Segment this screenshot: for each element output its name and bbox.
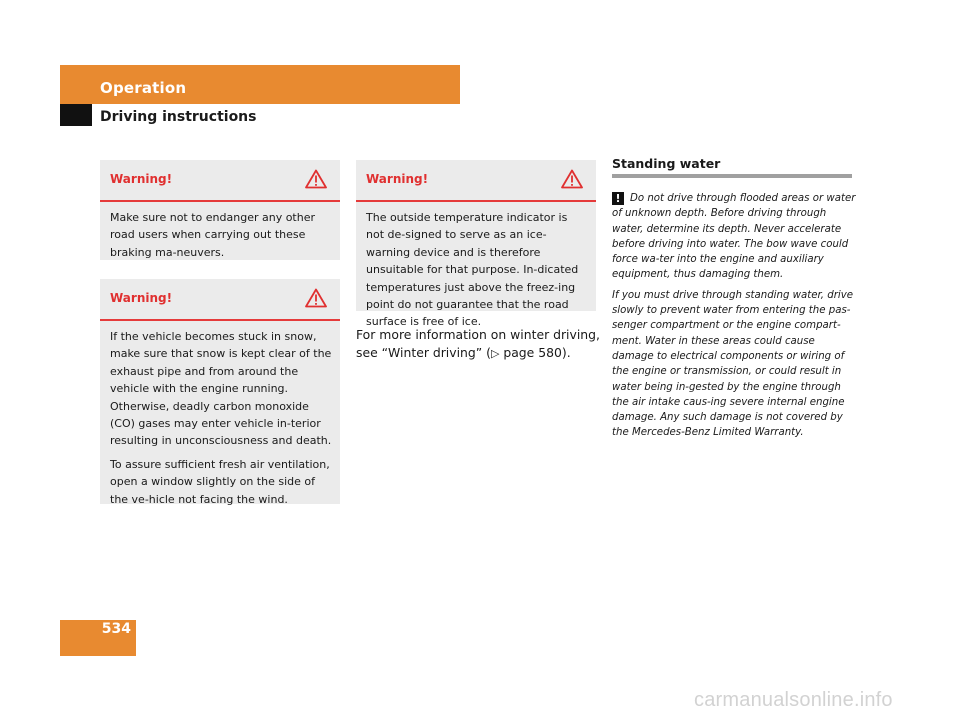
warning-text: To assure sufficient fresh air ventilation, open a window slightly on the side of the ve-hicle not facing the wind. <box>110 457 330 506</box>
heading-rule <box>612 174 852 178</box>
subsection-marker <box>60 104 92 126</box>
warning-label: Warning! <box>110 291 173 305</box>
warning-triangle-icon <box>561 169 583 189</box>
subsection-title: Driving instructions <box>100 109 257 125</box>
page-reference-link[interactable]: page 580). <box>499 345 571 360</box>
warning-header <box>100 279 340 321</box>
standing-water-notice <box>612 191 856 446</box>
page-number: 534 <box>101 621 131 637</box>
warning-body <box>356 202 596 339</box>
warning-triangle-icon <box>305 169 327 189</box>
page-reference-arrow-icon: ▷ <box>490 347 500 360</box>
warning-triangle-icon <box>305 288 327 308</box>
warning-text: If the vehicle becomes stuck in snow, make sure that snow is kept clear of the exhaust pipe and from around the vehicle with the engine running. Otherwise, deadly carbon monoxide (CO) gases may enter vehicle in-terior resulting in unconsciousness and death. <box>110 330 332 448</box>
warning-body <box>100 202 340 269</box>
warning-text: The outside temperature indicator is not de-signed to serve as an ice-warning device and is therefore unsuitable for that purpose. In-dicated temperatures just above the freez-ing point do not guarantee that the road surface is free of ice. <box>366 211 579 329</box>
warning-header <box>356 160 596 202</box>
warning-label: Warning! <box>110 172 173 186</box>
warning-label: Warning! <box>366 172 429 186</box>
warning-box-temperature <box>356 160 596 329</box>
watermark: carmanualsonline.info <box>694 689 893 711</box>
winter-driving-note <box>356 326 602 363</box>
warning-text: Make sure not to endanger any other road users when carrying out these braking ma-neuvers. <box>110 211 315 259</box>
warning-body <box>100 321 340 516</box>
notice-exclamation-icon: ! <box>612 192 624 205</box>
notice-text: Do not drive through flooded areas or water of unknown depth. Before driving through water, determine its depth. Never accelerate before driving into water. The bow wave could force wa-ter into the engine and auxiliary equipment, thus damaging them. <box>612 193 856 281</box>
warning-box-braking <box>100 160 340 260</box>
warning-header <box>100 160 340 202</box>
note-text: For more information on winter driving, see “Winter driving” ( <box>356 327 600 360</box>
standing-water-heading: Standing water <box>612 156 721 171</box>
section-title: Operation <box>100 79 187 97</box>
warning-box-snow <box>100 279 340 504</box>
notice-text: If you must drive through standing water, drive slowly to prevent water from entering the pas-senger compartment or the engine compart-ment. Water in these areas could cause damage to electrical components or wiring of the engine or transmission, or could result in water being in-gested by the engine through the air intake caus-ing severe internal engine damage. Any such damage is not covered by the Mercedes-Benz Limited Warranty. <box>612 289 854 439</box>
